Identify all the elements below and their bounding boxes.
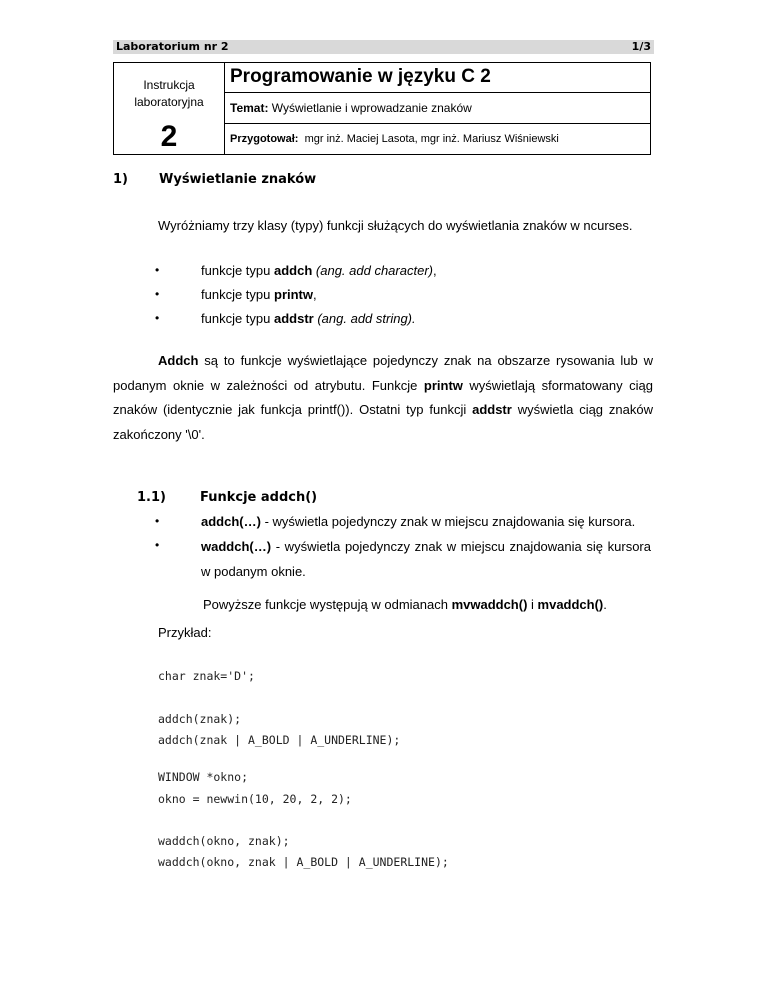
body-paragraph: Addch są to funkcje wyświetlające pojedynczy znak na obszarze rysowania lub w podanym oknie w zależności od atrybutu. Funkcje printw wyświetlają sformatowany ciąg znaków (identycznie jak funkcja printf()). Ostatni typ funkcji addstr wyświetla ciąg znaków zakończony '\0'. — [113, 353, 653, 442]
variants-note: Powyższe funkcje występują w odmianach mvwaddch() i mvaddch(). — [203, 597, 607, 612]
instruction-label-line2: laboratoryjna — [134, 95, 204, 109]
info-box — [113, 62, 651, 155]
code-line: okno = newwin(10, 20, 2, 2); — [158, 792, 352, 806]
bullet-marker: • — [155, 538, 160, 552]
bullet-item: funkcje typu addstr (ang. add string). — [201, 311, 416, 326]
bullet-item: funkcje typu addch (ang. add character), — [201, 263, 437, 278]
bullet-item: funkcje typu printw, — [201, 287, 317, 302]
author-text: mgr inż. Maciej Lasota, mgr inż. Mariusz Wiśniewski — [304, 133, 559, 146]
code-line: addch(znak | A_BOLD | A_UNDERLINE); — [158, 733, 401, 747]
section-number: 1) — [113, 172, 128, 187]
bullet-marker: • — [155, 311, 160, 325]
code-line: WINDOW *okno; — [158, 770, 249, 784]
bullet-marker: • — [155, 263, 160, 277]
section-title: Wyświetlanie znaków — [159, 172, 317, 187]
page-counter: 1/3 — [631, 40, 651, 53]
author-cell — [225, 124, 651, 155]
code-line: char znak='D'; — [158, 669, 255, 683]
code-line: addch(znak); — [158, 712, 242, 726]
section-intro: Wyróżniamy trzy klasy (typy) funkcji służących do wyświetlania znaków w ncurses. — [158, 218, 633, 233]
example-label: Przykład: — [158, 625, 212, 640]
subsection-heading — [137, 490, 318, 505]
instruction-number: 2 — [160, 120, 178, 153]
instruction-label-cell — [114, 63, 225, 155]
topic-text: Wyświetlanie i wprowadzanie znaków — [271, 100, 472, 115]
instruction-label-line1: Instrukcja — [143, 78, 195, 92]
running-header — [113, 40, 654, 54]
section-heading — [113, 172, 317, 187]
author-label: Przygotował: — [230, 133, 299, 146]
bullet-marker: • — [155, 287, 160, 301]
code-line: waddch(okno, znak | A_BOLD | A_UNDERLINE); — [158, 855, 449, 869]
course-title: Programowanie w języku C 2 — [225, 63, 651, 93]
bullet-item: addch(…) - wyświetla pojedynczy znak w miejscu znajdowania się kursora. — [201, 514, 636, 529]
bullet-item: waddch(…) - wyświetla pojedynczy znak w miejscu znajdowania się kursora w podanym oknie. — [201, 539, 651, 579]
subsection-title: Funkcje addch() — [200, 490, 318, 505]
topic-cell — [225, 92, 651, 124]
subsection-number: 1.1) — [137, 490, 166, 505]
topic-label: Temat: — [230, 100, 269, 115]
bullet-marker: • — [155, 514, 160, 528]
code-line: waddch(okno, znak); — [158, 834, 290, 848]
lab-number-label: Laboratorium nr 2 — [116, 40, 229, 53]
